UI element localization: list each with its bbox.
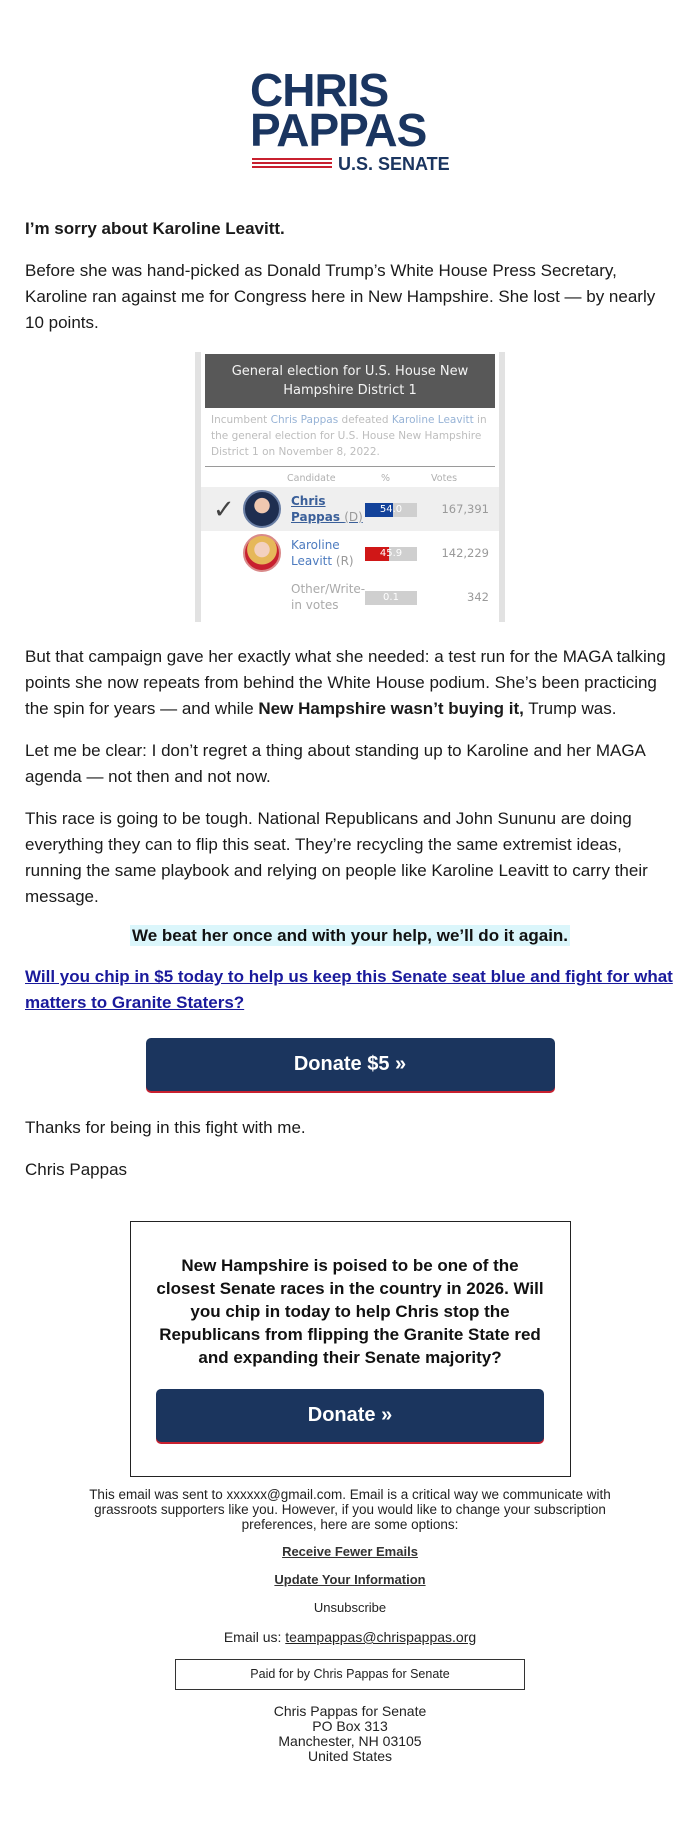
candidate-name	[291, 493, 363, 525]
footer-email-link[interactable]: teampappas@chrispappas.org	[285, 1629, 477, 1645]
result-row	[201, 487, 499, 531]
results-loser-link: Karoline Leavitt	[391, 414, 474, 426]
donate-button[interactable]: Donate »	[156, 1389, 544, 1442]
pct-bar	[365, 547, 417, 561]
paragraph-4: This race is going to be tough. National Republicans and John Sununu are doing everything they can to flip this seat. They’re recycling the same extremist ideas, running the same playbook and relying on people like Karoline Leavitt to carry their message.	[25, 809, 648, 906]
vote-count: 142,229	[441, 546, 489, 560]
appeal-text: New Hampshire is poised to be one of the closest Senate races in the country in 2026. Will you chip in today to help Chris stop the Republicans from flipping the Granite State red and expanding their Senate majority?	[156, 1256, 544, 1367]
results-description	[205, 408, 495, 467]
address-line: Manchester, NH 03105	[278, 1733, 422, 1749]
avatar	[243, 490, 281, 528]
highlight-text: We beat her once and with your help, we’ll do it again.	[131, 926, 569, 945]
vote-count: 342	[467, 590, 489, 604]
footer-email-label: Email us:	[223, 1629, 286, 1645]
email-footer	[0, 1487, 700, 1764]
paragraph-1: Before she was hand-picked as Donald Trump’s White House Press Secretary, Karoline ran against me for Congress here in New Hampshire. She lost — by nearly 10 points.	[25, 261, 656, 332]
logo-stripes-icon	[252, 158, 332, 172]
vote-count: 167,391	[441, 502, 489, 516]
paragraph-2-text-end: Trump was.	[523, 699, 617, 718]
candidate-first: Karoline	[291, 538, 340, 552]
pct-bar	[365, 503, 417, 517]
thanks-line: Thanks for being in this fight with me.	[25, 1118, 306, 1137]
results-winner-link: Chris Pappas	[270, 414, 339, 426]
result-row	[201, 531, 499, 575]
pct-label: 54.0	[379, 504, 403, 515]
address-line: United States	[307, 1748, 393, 1764]
results-desc-text: in the general election for U.S. House New Hampshire District 1 on November 8, 2022.	[211, 414, 487, 458]
paid-for-box: Paid for by Chris Pappas for Senate	[175, 1659, 525, 1690]
results-title: General election for U.S. House New Hampshire District 1	[205, 354, 495, 408]
avatar	[243, 534, 281, 572]
col-pct: %	[381, 473, 391, 484]
campaign-logo	[250, 0, 450, 180]
winner-check-icon: ✓	[213, 495, 235, 525]
address-line: PO Box 313	[312, 1718, 388, 1734]
email-heading: I’m sorry about Karoline Leavitt.	[25, 219, 285, 238]
pct-label: 0.1	[383, 592, 399, 603]
result-row	[201, 575, 499, 619]
appeal-box	[130, 1221, 571, 1477]
col-candidate: Candidate	[287, 473, 336, 484]
candidate-first: Chris	[291, 494, 326, 508]
footer-sent-notice: This email was sent to xxxxxx@gmail.com. Email is a critical way we communicate with grassroots supporters like you. However, if you would like to change your subscription preferences, here are some options:	[89, 1487, 611, 1532]
logo-line-1: CHRIS	[250, 64, 389, 116]
address-line: Chris Pappas for Senate	[273, 1703, 427, 1719]
results-desc-text: Incumbent	[211, 414, 271, 426]
candidate-first: Other/Write-	[291, 582, 366, 596]
email-body	[0, 216, 700, 1183]
donate-5-button[interactable]: Donate $5 »	[146, 1038, 555, 1091]
candidate-last: Pappas	[291, 510, 340, 524]
signature: Chris Pappas	[25, 1160, 128, 1179]
paragraph-2	[25, 644, 675, 722]
receive-fewer-emails-link[interactable]: Receive Fewer Emails	[282, 1544, 418, 1559]
election-results-image	[195, 352, 505, 622]
footer-email-line	[0, 1630, 700, 1645]
paragraph-2-text: But that campaign gave her exactly what she needed: a test run for the MAGA talking points she now repeats from behind the White House podium. She’s been practicing the spin for years — and while	[25, 647, 666, 718]
update-information-link[interactable]: Update Your Information	[274, 1572, 426, 1587]
candidate-party: (D)	[344, 510, 363, 524]
unsubscribe-link[interactable]: Unsubscribe	[313, 1600, 387, 1615]
logo-line-2: PAPPAS	[250, 104, 427, 156]
results-column-headers	[201, 467, 499, 487]
pct-bar	[365, 591, 417, 605]
paragraph-3: Let me be clear: I don’t regret a thing about standing up to Karoline and her MAGA agenda — not then and not now.	[25, 741, 645, 786]
col-votes: Votes	[431, 473, 458, 484]
results-desc-text: defeated	[338, 414, 392, 426]
donate-cta-link[interactable]: Will you chip in $5 today to help us keep this Senate seat blue and fight for what matters to Granite Staters?	[25, 967, 673, 1012]
candidate-last: Leavitt	[291, 554, 333, 568]
paragraph-2-bold: New Hampshire wasn’t buying it,	[258, 699, 524, 718]
mailing-address	[0, 1704, 700, 1764]
logo-subtitle: U.S. SENATE	[338, 154, 450, 174]
candidate-name	[291, 581, 365, 613]
candidate-last: in votes	[291, 598, 339, 612]
highlight-line	[25, 926, 675, 946]
candidate-name	[291, 537, 354, 569]
candidate-party: (R)	[335, 554, 354, 568]
pct-label: 45.9	[379, 548, 403, 559]
